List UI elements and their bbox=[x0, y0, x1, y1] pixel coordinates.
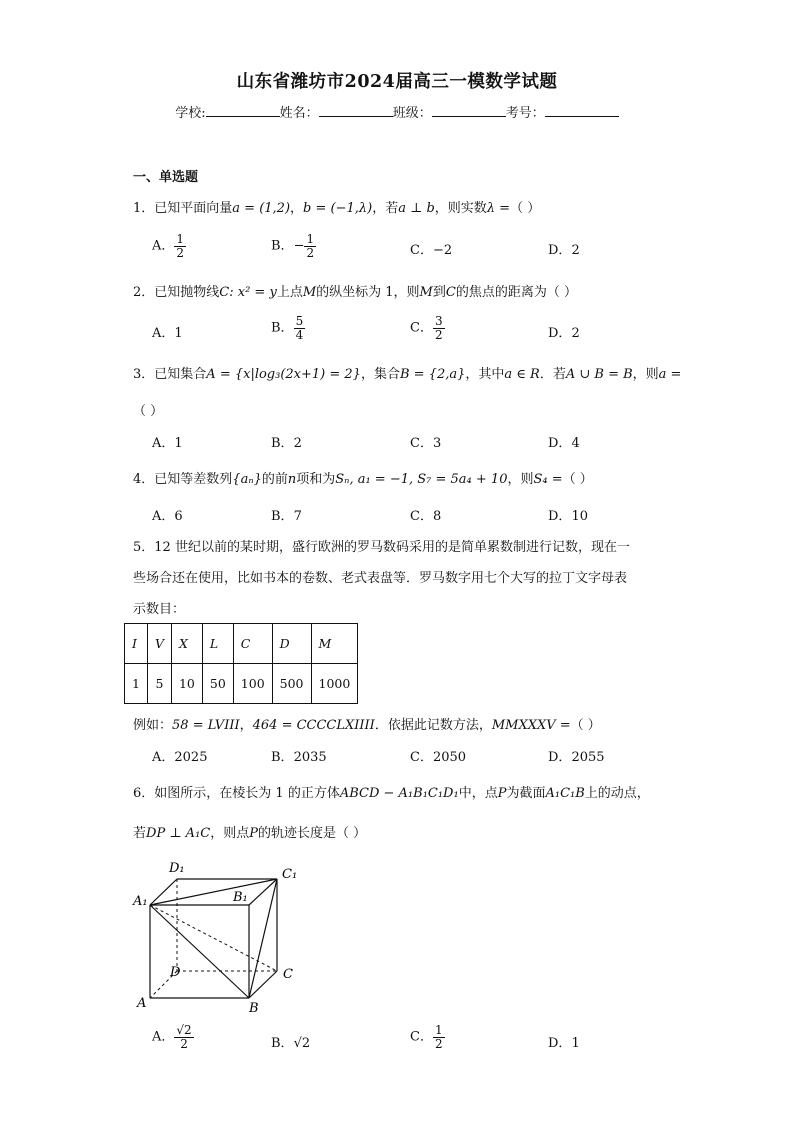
label-d: D bbox=[170, 965, 181, 980]
cube-figure bbox=[125, 850, 315, 1020]
table-row-headers bbox=[125, 624, 358, 664]
school-label: 学校: bbox=[175, 106, 206, 121]
q3-option-a[interactable]: A．1 bbox=[152, 436, 183, 451]
q3-paren: （ ） bbox=[133, 404, 164, 419]
q6-option-c[interactable]: C． $\frac{1}{2}$ bbox=[410, 1023, 443, 1051]
table-cell: 1 bbox=[125, 664, 148, 704]
table-cell: C bbox=[233, 624, 272, 664]
q1-option-b[interactable]: B．− $\frac{1}{2}$ bbox=[271, 232, 315, 260]
q4-option-b[interactable]: B．7 bbox=[271, 509, 302, 524]
q1-perp: a ⊥ b bbox=[398, 201, 435, 216]
label-c: C bbox=[283, 967, 293, 982]
q1-option-d[interactable]: D．2 bbox=[548, 243, 580, 258]
table-cell: 5 bbox=[147, 664, 171, 704]
class-blank bbox=[432, 104, 506, 117]
q4-option-a[interactable]: A．6 bbox=[152, 509, 183, 524]
school-blank bbox=[206, 104, 280, 117]
question-6-line-2: 若DP ⊥ A₁C，则点P的轨迹长度是（ ） bbox=[133, 826, 367, 841]
table-cell: 500 bbox=[272, 664, 311, 704]
q1-text-c: ，则实数 bbox=[434, 201, 487, 216]
table-cell: 1000 bbox=[311, 664, 358, 704]
table-cell: 50 bbox=[202, 664, 233, 704]
diag-a1-c1 bbox=[150, 879, 277, 905]
number-label: 考号： bbox=[505, 106, 545, 121]
q1-text-b: ，若 bbox=[372, 201, 399, 216]
q1-text: 已知平面向量 bbox=[154, 201, 233, 216]
label-b1: B₁ bbox=[233, 890, 248, 905]
q5-option-b[interactable]: B．2035 bbox=[271, 750, 327, 765]
q3-option-c[interactable]: C．3 bbox=[410, 436, 442, 451]
hidden-diag-a1-c bbox=[150, 905, 277, 971]
question-3: 3．已知集合A = {x|log₃(2x+1) = 2}，集合B = {2,a}，其中a ∈ R．若A ∪ B = B，则a = bbox=[133, 367, 682, 382]
q6-option-a[interactable]: A． $\frac{√2}{2}$ bbox=[152, 1023, 192, 1051]
q2-option-a[interactable]: A．1 bbox=[152, 326, 183, 341]
question-5-line-1: 5．12 世纪以前的某时期，盛行欧洲的罗马数码采用的是简单累数制进行记数，现在一 bbox=[133, 540, 630, 555]
q5-option-c[interactable]: C．2050 bbox=[410, 750, 467, 765]
q1-option-a[interactable]: A． $\frac{1}{2}$ bbox=[152, 232, 185, 260]
table-cell: 100 bbox=[233, 664, 272, 704]
question-2: 2．已知抛物线C: x² = y上点M的纵坐标为 1，则M到C的焦点的距离为（ ） bbox=[133, 285, 577, 300]
table-cell: M bbox=[311, 624, 358, 664]
table-cell: I bbox=[125, 624, 148, 664]
label-d1: D₁ bbox=[169, 861, 185, 876]
roman-numeral-table bbox=[124, 623, 358, 704]
class-label: 班级： bbox=[392, 106, 432, 121]
name-label: 姓名： bbox=[279, 106, 319, 121]
table-cell: V bbox=[147, 624, 171, 664]
q4-option-c[interactable]: C．8 bbox=[410, 509, 442, 524]
question-5-line-3: 示数目： bbox=[133, 602, 186, 617]
question-4: 4．已知等差数列{aₙ}的前n项和为Sₙ, a₁ = −1, S₇ = 5a₄ + 10，则S₄ =（ ） bbox=[133, 472, 593, 487]
table-cell: 10 bbox=[171, 664, 202, 704]
q6-option-d[interactable]: D．1 bbox=[548, 1036, 580, 1051]
q6-option-b[interactable]: B．√2 bbox=[271, 1036, 311, 1051]
q2-option-b[interactable]: B． $\frac{5}{4}$ bbox=[271, 314, 304, 342]
question-1 bbox=[133, 197, 540, 216]
label-b: B bbox=[249, 1001, 259, 1016]
section-title: 一、单选题 bbox=[133, 170, 199, 185]
q2-option-d[interactable]: D．2 bbox=[548, 326, 580, 341]
q1-lambda: λ = bbox=[486, 201, 511, 216]
q3-option-d[interactable]: D．4 bbox=[548, 436, 580, 451]
label-a: A bbox=[137, 996, 147, 1011]
number-blank bbox=[545, 104, 619, 117]
label-c1: C₁ bbox=[282, 867, 298, 882]
table-cell: L bbox=[202, 624, 233, 664]
q5-example: 例如：58 = LVIII，464 = CCCCLXIIII．依据此记数方法，MMXXXV =（ ） bbox=[133, 718, 601, 733]
q5-option-d[interactable]: D．2055 bbox=[548, 750, 605, 765]
q1-number: 1． bbox=[133, 201, 155, 216]
q1-paren: （ ） bbox=[510, 201, 541, 216]
diag-c1-b bbox=[249, 879, 277, 998]
table-cell: X bbox=[171, 624, 202, 664]
edge-c-b bbox=[249, 971, 277, 998]
q2-option-c[interactable]: C． $\frac{3}{2}$ bbox=[410, 314, 443, 342]
table-cell: D bbox=[272, 624, 311, 664]
diag-a1-b bbox=[150, 905, 249, 998]
exam-title: 山东省潍坊市2024届高三一模数学试题 bbox=[236, 72, 558, 92]
student-info-line bbox=[0, 102, 794, 121]
question-6-line-1: 6．如图所示，在棱长为 1 的正方体ABCD − A₁B₁C₁D₁中，点P为截面A₁C₁B上的动点， bbox=[133, 786, 650, 801]
q1-option-c[interactable]: C．−2 bbox=[410, 243, 453, 258]
q5-option-a[interactable]: A．2025 bbox=[152, 750, 208, 765]
q1-sep: ， bbox=[290, 201, 304, 216]
q4-option-d[interactable]: D．10 bbox=[548, 509, 588, 524]
q3-option-b[interactable]: B．2 bbox=[271, 436, 302, 451]
q1-vector-a: a = (1,2) bbox=[232, 201, 291, 216]
q1-vector-b: b = (−1,λ) bbox=[303, 201, 373, 216]
name-blank bbox=[319, 104, 393, 117]
label-a1: A₁ bbox=[133, 894, 148, 909]
edge-a1-d1 bbox=[150, 879, 177, 905]
table-row-values bbox=[125, 664, 358, 704]
question-5-line-2: 些场合还在使用，比如书本的卷数、老式表盘等．罗马数字用七个大写的拉丁文字母表 bbox=[133, 571, 628, 586]
edge-c1-b1 bbox=[249, 879, 277, 905]
